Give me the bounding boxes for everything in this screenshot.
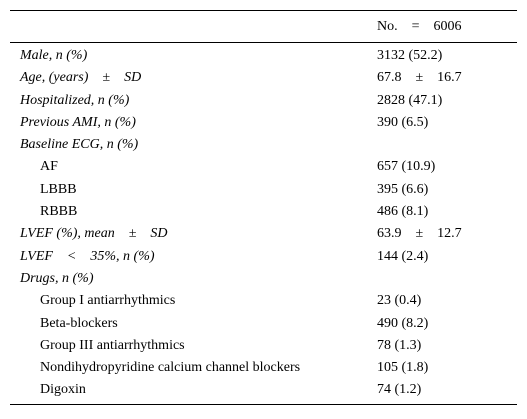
row-label: Male, n (%) bbox=[20, 48, 88, 63]
row-value: 2828 (47.1) bbox=[377, 92, 443, 108]
table-header-row bbox=[10, 11, 517, 42]
row-value: 78 (1.3) bbox=[377, 337, 422, 353]
table-row bbox=[10, 156, 517, 178]
row-label: AF bbox=[40, 159, 58, 175]
row-label: LVEF < 35%, n (%) bbox=[20, 248, 155, 264]
row-label: Previous AMI, n (%) bbox=[20, 114, 136, 130]
row-value: 67.8 ± 16.7 bbox=[377, 70, 462, 86]
row-label: Nondihydropyridine calcium channel blockers bbox=[40, 360, 301, 376]
row-label: Digoxin bbox=[40, 382, 86, 398]
baseline-characteristics-table bbox=[10, 10, 517, 405]
table-row bbox=[10, 246, 517, 268]
table-row bbox=[10, 223, 517, 245]
row-value: 74 (1.2) bbox=[377, 382, 422, 398]
row-label: Age, (years) ± SD bbox=[20, 70, 142, 86]
row-value: 657 (10.9) bbox=[377, 159, 436, 175]
table-body bbox=[10, 43, 517, 404]
row-value: 490 (8.2) bbox=[377, 315, 429, 331]
row-value: 105 (1.8) bbox=[377, 360, 429, 376]
table-row bbox=[10, 379, 517, 401]
table-row bbox=[10, 45, 517, 67]
table-row bbox=[10, 67, 517, 89]
row-label: Drugs, n (%) bbox=[20, 270, 94, 286]
row-label: LVEF (%), mean ± SD bbox=[20, 226, 168, 242]
row-label: Baseline ECG, n (%) bbox=[20, 137, 139, 153]
row-value: 390 (6.5) bbox=[377, 114, 429, 130]
table-row bbox=[10, 268, 517, 290]
table-row bbox=[10, 90, 517, 112]
row-label: LBBB bbox=[40, 181, 77, 197]
table-row bbox=[10, 290, 517, 312]
table-bottom-rule bbox=[10, 404, 517, 405]
table-row bbox=[10, 112, 517, 134]
row-label: Beta-blockers bbox=[40, 315, 118, 331]
table-row bbox=[10, 335, 517, 357]
row-value: 63.9 ± 12.7 bbox=[377, 226, 462, 242]
row-value: 3132 (52.2) bbox=[377, 48, 443, 63]
row-label: Group III antiarrhythmics bbox=[40, 337, 185, 353]
table-row bbox=[10, 179, 517, 201]
table-row bbox=[10, 313, 517, 335]
header-sample-size: No. = 6006 bbox=[377, 19, 462, 34]
table-row bbox=[10, 134, 517, 156]
row-label: Hospitalized, n (%) bbox=[20, 92, 130, 108]
table-row bbox=[10, 357, 517, 379]
row-value: 23 (0.4) bbox=[377, 293, 422, 309]
row-value: 395 (6.6) bbox=[377, 181, 429, 197]
row-label: RBBB bbox=[40, 204, 78, 220]
row-value: 486 (8.1) bbox=[377, 204, 429, 220]
row-value: 144 (2.4) bbox=[377, 248, 429, 264]
row-label: Group I antiarrhythmics bbox=[40, 293, 176, 309]
table-row bbox=[10, 201, 517, 223]
